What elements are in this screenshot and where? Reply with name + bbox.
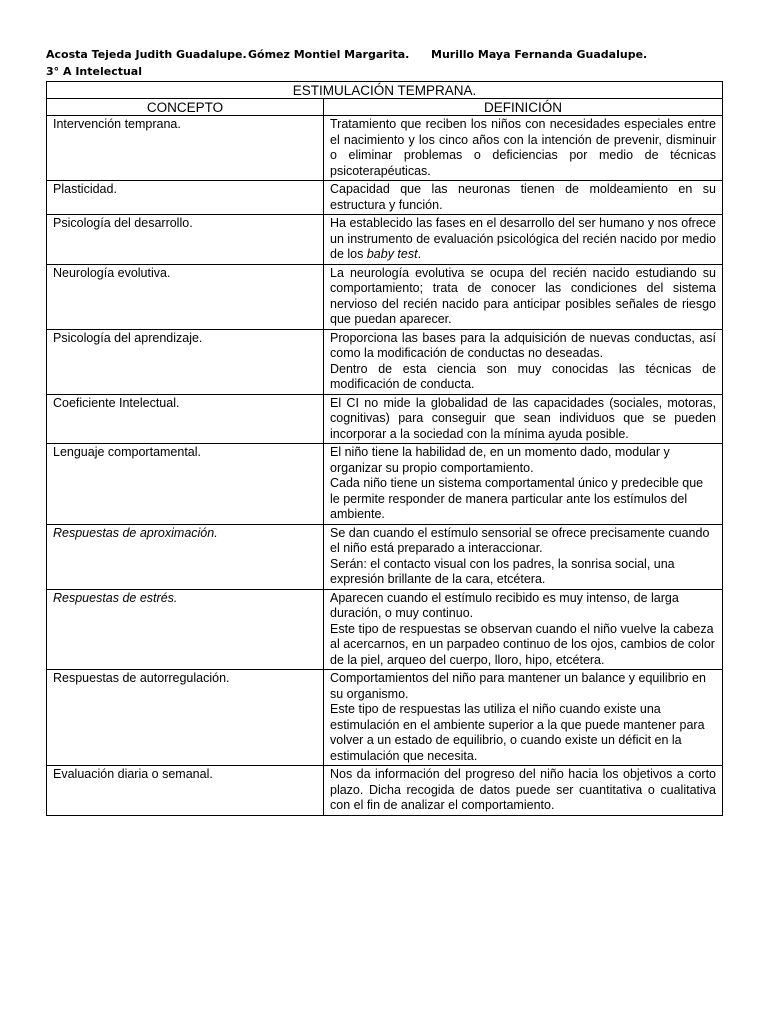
table-row: [47, 181, 723, 215]
definition-cell: [324, 444, 723, 525]
definition-paragraph-1: Proporciona las bases para la adquisición de nuevas conductas, así como la modificación de conductas no deseadas.: [330, 330, 716, 360]
concept-cell: Intervención temprana.: [47, 116, 324, 181]
table-header-row: [47, 99, 723, 116]
table-row: [47, 444, 723, 525]
group-label: 3° A Intelectual: [46, 65, 143, 78]
definition-paragraph-2: Cada niño tiene un sistema comportamental único y predecible que le permite responder de manera particular ante los estímulos del ambiente.: [330, 476, 704, 521]
definition-text: El CI no mide la globalidad de las capacidades (sociales, motoras, cognitivas) para conseguir que sean individuos que se pueden incorporar a la sociedad con la mínima ayuda posible.: [330, 395, 716, 441]
table-row: [47, 329, 723, 394]
definition-paragraph-1: Comportamientos del niño para mantener un balance y equilibrio en su organismo.: [330, 671, 706, 701]
table-row: [47, 524, 723, 589]
column-header-definition: DEFINICIÓN: [324, 99, 723, 116]
table-row: [47, 766, 723, 816]
table-title-row: [47, 82, 723, 99]
definition-text: Ha establecido las fases en el desarrollo del ser humano y nos ofrece un instrumento de evaluación psicológica del recién nacido por medio de los: [330, 216, 716, 261]
table-row: [47, 394, 723, 444]
concept-cell: Coeficiente Intelectual.: [47, 394, 324, 444]
definition-cell: [324, 589, 723, 670]
concept-cell: Psicología del aprendizaje.: [47, 329, 324, 394]
concept-cell: Lenguaje comportamental.: [47, 444, 324, 525]
definition-text: Nos da información del progreso del niño hacia los objetivos a corto plazo. Dicha recogida de datos puede ser cuantitativa o cualitativa con el fin de analizar el comportamiento.: [330, 767, 716, 812]
definition-cell: [324, 670, 723, 766]
definition-paragraph-1: Se dan cuando el estímulo sensorial se ofrece precisamente cuando el niño está preparado a interaccionar.: [330, 525, 710, 555]
concept-cell: Respuestas de aproximación.: [47, 524, 324, 589]
concept-cell: Psicología del desarrollo.: [47, 215, 324, 265]
definition-cell: [324, 116, 723, 181]
definition-paragraph-1: Aparecen cuando el estímulo recibido es muy intenso, de larga duración, o muy continuo.: [330, 590, 679, 620]
definition-paragraph-2: Este tipo de respuestas se observan cuando el niño vuelve la cabeza al acercarnos, en un parpadeo continuo de los ojos, cambios de color de la piel, arqueo del cuerpo, lloro, hipo, etcétera.: [330, 621, 715, 667]
definition-cell: [324, 394, 723, 444]
definition-cell: [324, 215, 723, 265]
definition-italic-term: baby test: [366, 247, 418, 261]
definition-cell: [324, 766, 723, 816]
definition-paragraph-2: Dentro de esta ciencia son muy conocidas las técnicas de modificación de conducta.: [330, 361, 716, 391]
definition-paragraph-2: Este tipo de respuestas las utiliza el niño cuando existe una estimulación en el ambiente superior a la que puede mantener para volver a un estado de equilibrio, o cuando existe un déficit en la estimulación que necesita.: [330, 702, 705, 763]
author-1: Acosta Tejeda Judith Guadalupe.: [46, 48, 247, 61]
table-row: [47, 589, 723, 670]
definition-paragraph-2: Serán: el contacto visual con los padres, la sonrisa social, una expresión brillante de la cara, etcétera.: [330, 556, 675, 586]
definition-cell: [324, 264, 723, 329]
table-row: [47, 215, 723, 265]
definition-cell: [324, 329, 723, 394]
concept-cell: Evaluación diaria o semanal.: [47, 766, 324, 816]
definition-text: Capacidad que las neuronas tienen de moldeamiento en su estructura y función.: [330, 182, 716, 212]
definition-text: La neurología evolutiva se ocupa del recién nacido estudiando su comportamiento; trata de conocer las condiciones del sistema nervioso del recién nacido para anticipar posibles señales de riesgo que puedan aparecer.: [330, 265, 716, 326]
definition-paragraph-1: El niño tiene la habilidad de, en un momento dado, modular y organizar su propio comportamiento.: [330, 445, 670, 475]
definition-cell: [324, 181, 723, 215]
table-row: [47, 670, 723, 766]
definition-cell: [324, 524, 723, 589]
concept-cell: Respuestas de estrés.: [47, 589, 324, 670]
definition-text-end: .: [417, 247, 422, 261]
column-header-concept: CONCEPTO: [47, 99, 324, 116]
concept-cell: Respuestas de autorregulación.: [47, 670, 324, 766]
glossary-table: [46, 81, 723, 816]
author-3: Murillo Maya Fernanda Guadalupe.: [431, 48, 648, 61]
table-row: [47, 116, 723, 181]
table-row: [47, 264, 723, 329]
definition-text: Tratamiento que reciben los niños con necesidades especiales entre el nacimiento y los cinco años con la intención de prevenir, disminuir o eliminar problemas o deficiencias por medio de técnicas psicoterapéuticas.: [330, 117, 716, 178]
table-title: ESTIMULACIÓN TEMPRANA.: [47, 82, 723, 99]
author-2: Gómez Montiel Margarita.: [248, 48, 410, 61]
concept-cell: Plasticidad.: [47, 181, 324, 215]
concept-cell: Neurología evolutiva.: [47, 264, 324, 329]
